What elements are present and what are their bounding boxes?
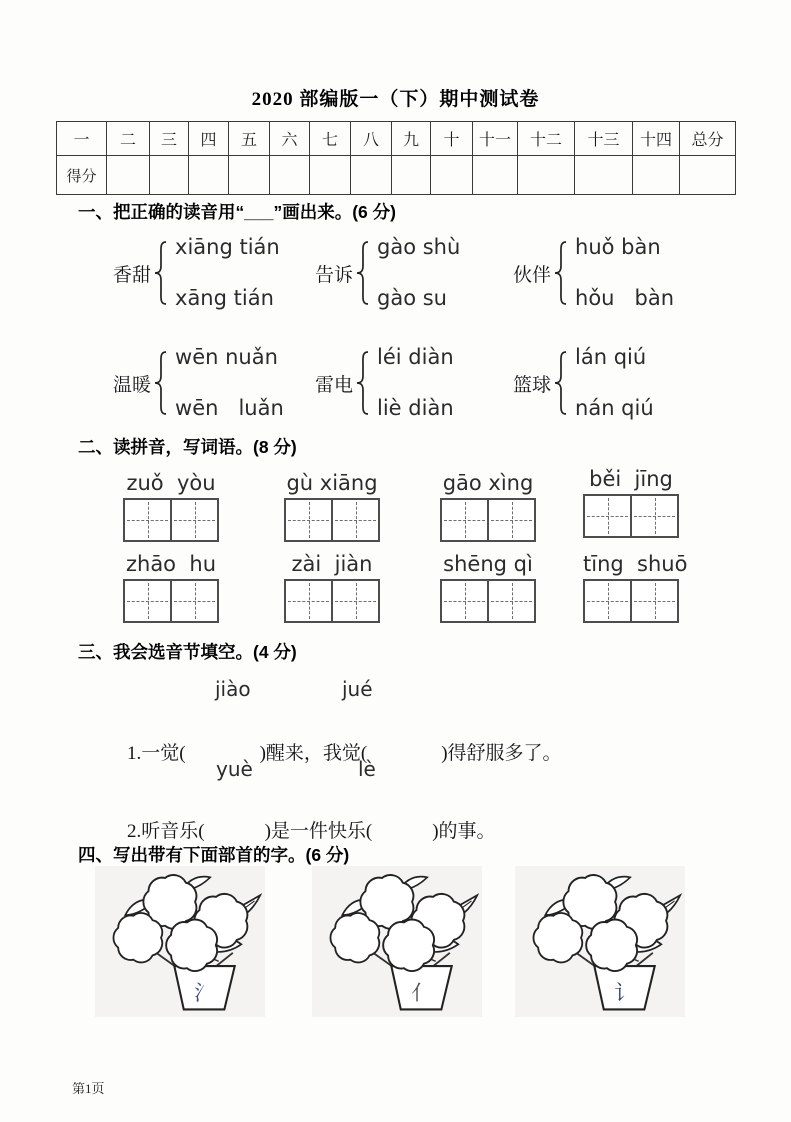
brace-icon bbox=[356, 240, 370, 306]
word-label: 伙伴 bbox=[513, 264, 552, 286]
score-table bbox=[56, 121, 736, 195]
pinyin-option: liè diàn bbox=[377, 396, 454, 420]
score-col-header: 三 bbox=[150, 122, 189, 156]
grid-cell bbox=[630, 581, 677, 621]
pinyin-option: wēn luǎn bbox=[175, 396, 284, 420]
syllable-choice: yuè bbox=[216, 757, 253, 781]
fill-in-sentence bbox=[108, 716, 562, 787]
score-row-label: 得分 bbox=[57, 156, 107, 195]
grid-cell bbox=[170, 500, 217, 540]
pinyin-label: zhāo hu bbox=[125, 552, 217, 576]
pinyin-option: léi diàn bbox=[377, 345, 454, 369]
sentence-part: )醒来，我觉( bbox=[259, 743, 368, 764]
pinyin-option: xiāng tián bbox=[175, 235, 280, 259]
grid-cell bbox=[487, 581, 534, 621]
score-col-header: 五 bbox=[229, 122, 270, 156]
score-cell-empty bbox=[392, 156, 431, 195]
brace-icon bbox=[154, 240, 168, 306]
pinyin-choice-group bbox=[513, 346, 654, 420]
page-title: 2020 部编版一（下）期中测试卷 bbox=[251, 89, 540, 110]
pinyin-option: nán qiú bbox=[575, 396, 654, 420]
pinyin-choice-group bbox=[113, 236, 280, 310]
brace-icon bbox=[154, 350, 168, 416]
grid-cell bbox=[170, 581, 217, 621]
score-col-header: 七 bbox=[310, 122, 351, 156]
grid-cell bbox=[442, 581, 487, 621]
pinyin-label: shēng qì bbox=[443, 552, 533, 576]
section1-heading: 一、把正确的读音用“___”画出来。(6 分) bbox=[78, 202, 396, 222]
score-col-header: 十 bbox=[431, 122, 473, 156]
score-cell-empty bbox=[473, 156, 518, 195]
word-writing-item bbox=[284, 472, 380, 542]
sentence-part: 1.一觉( bbox=[127, 743, 186, 764]
syllable-choice: jiào bbox=[215, 677, 251, 701]
pinyin-choice-group bbox=[113, 346, 284, 420]
writing-grid bbox=[123, 579, 219, 623]
writing-grid bbox=[440, 498, 536, 542]
pinyin-option: gào shù bbox=[377, 235, 461, 259]
syllable-choice: lè bbox=[358, 757, 376, 781]
pinyin-label: zài jiàn bbox=[291, 552, 373, 576]
pinyin-choice-group bbox=[315, 236, 460, 310]
word-writing-item bbox=[284, 553, 380, 623]
writing-grid bbox=[123, 498, 219, 542]
section3-heading: 三、我会选音节填空。(4 分) bbox=[78, 642, 297, 662]
score-col-header: 九 bbox=[392, 122, 431, 156]
score-cell-empty bbox=[518, 156, 575, 195]
grid-cell bbox=[331, 500, 378, 540]
grid-cell bbox=[487, 500, 534, 540]
pinyin-option: wēn nuǎn bbox=[175, 345, 278, 369]
flower-pot-image bbox=[515, 866, 685, 1017]
word-writing-item bbox=[440, 472, 536, 542]
writing-grid bbox=[440, 579, 536, 623]
pinyin-label: gāo xìng bbox=[442, 471, 534, 495]
word-label: 温暖 bbox=[113, 374, 152, 396]
score-cell-empty bbox=[270, 156, 310, 195]
word-label: 篮球 bbox=[513, 374, 552, 396]
brace-icon bbox=[356, 350, 370, 416]
brace-icon bbox=[554, 350, 568, 416]
score-col-header: 八 bbox=[351, 122, 392, 156]
sentence-part: )得舒服多了。 bbox=[441, 743, 562, 764]
word-writing-item bbox=[583, 552, 688, 623]
score-col-header: 十三 bbox=[575, 122, 633, 156]
pinyin-label: běi jīng bbox=[589, 467, 673, 491]
writing-grid bbox=[583, 579, 679, 623]
score-col-header: 四 bbox=[189, 122, 229, 156]
grid-cell bbox=[585, 581, 630, 621]
score-cell-empty bbox=[431, 156, 473, 195]
page-number: 第1页 bbox=[72, 1081, 105, 1096]
writing-grid bbox=[284, 498, 380, 542]
section2-heading: 二、读拼音，写词语。(8 分) bbox=[78, 437, 297, 457]
radical-label: 氵 bbox=[194, 983, 215, 1006]
sentence-part: )是一件快乐( bbox=[264, 821, 373, 842]
score-cell-empty bbox=[189, 156, 229, 195]
pinyin-choice-group bbox=[315, 346, 454, 420]
pinyin-option: huǒ bàn bbox=[575, 235, 661, 259]
word-writing-item bbox=[583, 468, 679, 538]
score-col-header: 十一 bbox=[473, 122, 518, 156]
score-cell-empty bbox=[229, 156, 270, 195]
grid-cell bbox=[630, 496, 677, 536]
word-writing-item bbox=[123, 472, 219, 542]
grid-cell bbox=[125, 500, 170, 540]
pinyin-label: gù xiāng bbox=[286, 471, 378, 495]
word-writing-item bbox=[123, 553, 219, 623]
flower-pot-image bbox=[95, 866, 265, 1017]
grid-cell bbox=[286, 500, 331, 540]
score-cell-empty bbox=[310, 156, 351, 195]
word-label: 香甜 bbox=[113, 264, 152, 286]
score-col-header: 六 bbox=[270, 122, 310, 156]
grid-cell bbox=[125, 581, 170, 621]
grid-cell bbox=[331, 581, 378, 621]
brace-icon bbox=[554, 240, 568, 306]
sentence-part: )的事。 bbox=[432, 821, 496, 842]
radical-label: 亻 bbox=[411, 983, 432, 1006]
word-label: 告诉 bbox=[315, 264, 354, 286]
grid-cell bbox=[442, 500, 487, 540]
score-col-header: 十二 bbox=[518, 122, 575, 156]
score-cell-empty bbox=[633, 156, 680, 195]
grid-cell bbox=[286, 581, 331, 621]
pinyin-label: tīng shuō bbox=[583, 552, 688, 576]
score-cell-empty bbox=[575, 156, 633, 195]
score-col-header: 十四 bbox=[633, 122, 680, 156]
score-cell-empty bbox=[351, 156, 392, 195]
pinyin-label: zuǒ yòu bbox=[126, 471, 216, 495]
section4-heading: 四、写出带有下面部首的字。(6 分) bbox=[78, 845, 350, 865]
flower-pot-image bbox=[312, 866, 482, 1017]
pinyin-choice-group bbox=[513, 236, 674, 310]
pinyin-option: lán qiú bbox=[575, 345, 647, 369]
writing-grid bbox=[583, 494, 679, 538]
radical-label: 讠 bbox=[614, 983, 635, 1006]
writing-grid bbox=[284, 579, 380, 623]
pinyin-option: gào su bbox=[377, 286, 447, 310]
score-cell-empty bbox=[150, 156, 189, 195]
score-col-header: 二 bbox=[107, 122, 150, 156]
score-table-score-row bbox=[57, 156, 736, 195]
word-label: 雷电 bbox=[315, 374, 354, 396]
score-cell-empty bbox=[107, 156, 150, 195]
score-cell-empty bbox=[680, 156, 736, 195]
score-col-header: 总分 bbox=[680, 122, 736, 156]
syllable-choice: jué bbox=[342, 677, 373, 701]
pinyin-option: hǒu bàn bbox=[575, 286, 675, 310]
score-col-header: 一 bbox=[57, 122, 107, 156]
sentence-part: 2.听音乐( bbox=[127, 821, 205, 842]
word-writing-item bbox=[440, 553, 536, 623]
pinyin-option: xāng tián bbox=[175, 286, 274, 310]
grid-cell bbox=[585, 496, 630, 536]
score-table-header-row bbox=[57, 122, 736, 156]
